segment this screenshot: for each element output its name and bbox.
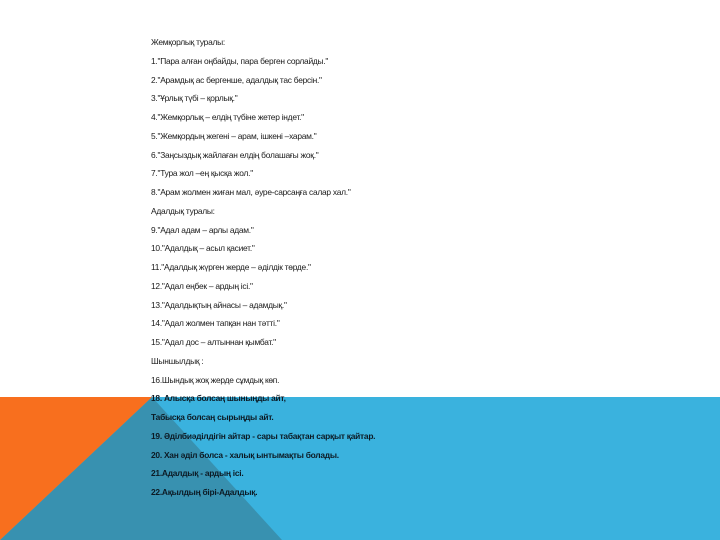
proverb-line: 12."Адал еңбек – ардың ісі." (151, 280, 253, 291)
proverb-line: 13."Адалдықтың айнасы – адамдық." (151, 299, 287, 310)
proverb-line: 22.Ақылдың бірі-Адалдық. (151, 487, 258, 497)
slide-text-body (151, 33, 691, 502)
proverb-line: 2."Арамдық ас бергенше, адалдық тас берсін." (151, 74, 322, 85)
proverb-line: 9."Адал адам – арлы адам." (151, 224, 254, 235)
proverb-line: 11."Адалдық жүрген жерде – әділдік төрде." (151, 262, 311, 272)
proverb-line: 14."Адал жолмен тапқан нан тәтті." (151, 318, 280, 329)
proverb-line: 15."Адал дос – алтыннан қымбат." (151, 337, 276, 347)
section-heading-corruption: Жемқорлық туралы: (151, 37, 225, 47)
proverb-line: 16.Шындық жоқ жерде сұмдық көп. (151, 374, 280, 385)
proverb-line: 6."Заңсыздық жайлаған елдің болашағы жоқ." (151, 149, 319, 160)
proverb-line: 3."Ұрлық түбі – қорлық." (151, 93, 238, 104)
proverb-line: 18. Алысқа болсаң шыныңды айт, (151, 393, 286, 404)
proverb-line: Табысқа болсаң сырыңды айт. (151, 412, 274, 422)
proverb-line: 20. Хан әділ болса - халық ынтымақты болады. (151, 449, 339, 460)
proverb-line: 1."Пара алған оңбайды, пара берген сорлайды." (151, 55, 329, 66)
proverb-line: 19. Әділбиәділдігін айтар - сары табақтан сарқыт қайтар. (151, 430, 376, 441)
proverb-line: 4."Жемқорлық – елдің түбіне жетер індет." (151, 112, 304, 122)
section-heading-honesty: Адалдық туралы: (151, 205, 215, 216)
proverb-line: 8."Арам жолмен жиған мал, әуре-сарсаңға салар хал." (151, 187, 351, 197)
proverb-line: 10."Адалдық – асыл қасиет." (151, 243, 255, 254)
proverb-line: 7."Тура жол –ең қысқа жол." (151, 168, 253, 179)
section-heading-truthfulness: Шыншылдық : (151, 355, 204, 366)
proverb-line: 5."Жемқордың жегені – арам, ішкені –харам." (151, 130, 317, 141)
proverb-line: 21.Адалдық - ардың ісі. (151, 468, 244, 479)
